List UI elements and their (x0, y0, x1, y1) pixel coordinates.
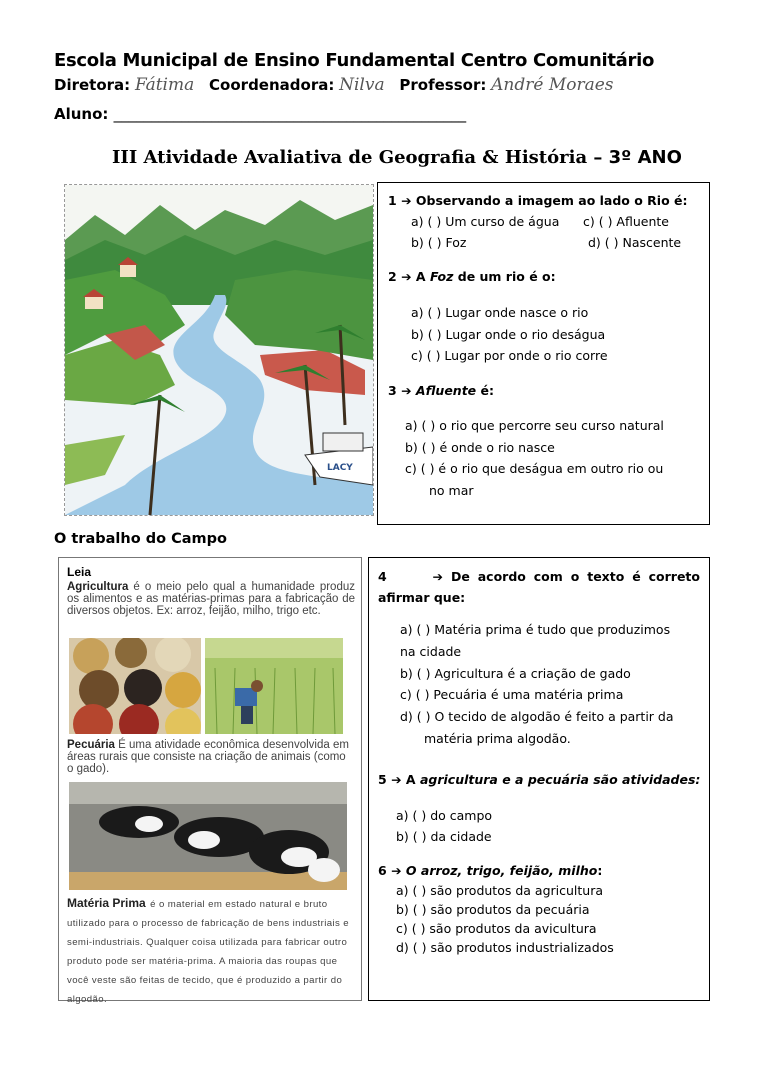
q3-number: 3 (388, 383, 397, 398)
q3-text-em: Afluente (415, 383, 477, 398)
arrow-icon: ➔ (401, 383, 412, 398)
q4-option-c[interactable]: c) ( ) Pecuária é uma matéria prima (400, 687, 624, 702)
q4-option-a-cont: na cidade (400, 644, 462, 659)
title-text: III Atividade Avaliativa de Geografia & História – (112, 147, 603, 168)
q3-option-a[interactable]: a) ( ) o rio que percorre seu curso natural (405, 418, 664, 433)
agricultura-text: é o meio pelo qual a humanidade produz os alimentos e as matérias-primas para a fabricação de diversos objetos. Ex: arroz, feijão, milho, trigo etc. (67, 581, 355, 617)
q6-text-em: O arroz, trigo, feijão, milho (405, 863, 598, 878)
q6-option-b[interactable]: b) ( ) são produtos da pecuária (396, 902, 590, 917)
questions-box-1 (377, 182, 710, 525)
q3-text-post: é: (480, 383, 494, 398)
boat-label: LACY (327, 463, 353, 473)
q1-option-b[interactable]: b) ( ) Foz (411, 235, 467, 250)
q5-number: 5 (378, 772, 387, 787)
pecuaria-term: Pecuária (67, 739, 115, 751)
agricultura-term: Agricultura (67, 581, 129, 593)
professor-name: André Moraes (491, 75, 614, 95)
q2-number: 2 (388, 269, 397, 284)
q3-heading (388, 383, 494, 398)
materia-prima-paragraph (67, 894, 357, 1008)
q4-heading (378, 566, 700, 608)
leia-label: Leia (67, 565, 92, 579)
q4-option-a[interactable]: a) ( ) Matéria prima é tudo que produzimos (400, 622, 671, 637)
cattle-photo (69, 782, 347, 890)
q2-option-a[interactable]: a) ( ) Lugar onde nasce o rio (411, 305, 589, 320)
section-title: O trabalho do Campo (54, 531, 227, 547)
q3-option-c-cont: no mar (429, 483, 474, 498)
q1-option-c[interactable]: c) ( ) Afluente (583, 214, 669, 229)
coordenadora-label: Coordenadora: (209, 76, 335, 94)
q6-text-post: : (597, 863, 603, 878)
river-illustration (64, 184, 374, 516)
pecuaria-paragraph (67, 739, 355, 775)
q5-heading (378, 772, 700, 787)
pecuaria-text: É uma atividade econômica desenvolvida em áreas rurais que consiste na criação de animais (como o gado). (67, 739, 349, 775)
q4-option-b[interactable]: b) ( ) Agricultura é a criação de gado (400, 666, 631, 681)
professor-label: Professor: (399, 76, 487, 94)
title-grade: 3º ANO (608, 147, 682, 168)
aluno-field[interactable] (54, 105, 466, 123)
arrow-icon: ➔ (401, 193, 412, 208)
rice-field-photo (205, 638, 343, 734)
agricultura-paragraph (67, 581, 355, 617)
q6-option-c[interactable]: c) ( ) são produtos da avicultura (396, 921, 597, 936)
diretora-name: Fátima (134, 75, 195, 95)
arrow-icon: ➔ (432, 569, 444, 584)
q4-number: 4 (378, 569, 387, 584)
q4-option-d[interactable]: d) ( ) O tecido de algodão é feito a partir da (400, 709, 674, 724)
q2-text-post: de um rio é o: (457, 269, 556, 284)
materia-text: é o material em estado natural e bruto utilizado para o processo de fabricação de bens industriais e semi-industriais. Qualquer coisa utilizada para fabricar outro produto pode ser matéria-prima. A maioria das roupas que você veste são feitas de tecido, que é produzido a partir do algodão. (67, 899, 349, 1005)
materia-term: Matéria Prima (67, 896, 146, 910)
q1-number: 1 (388, 193, 397, 208)
staff-line (54, 75, 624, 95)
q2-heading (388, 269, 556, 284)
q6-heading (378, 863, 602, 878)
diretora-label: Diretora: (54, 76, 131, 94)
q2-text-pre: A (415, 269, 426, 284)
reading-box (58, 557, 362, 1005)
q2-option-c[interactable]: c) ( ) Lugar por onde o rio corre (411, 348, 608, 363)
q2-text-em: Foz (429, 269, 454, 284)
q5-option-a[interactable]: a) ( ) do campo (396, 808, 493, 823)
grains-photo (69, 638, 201, 734)
aluno-label: Aluno: (54, 105, 109, 123)
school-name: Escola Municipal de Ensino Fundamental Centro Comunitário (54, 50, 655, 71)
q4-option-d-cont: matéria prima algodão. (424, 731, 571, 746)
q6-number: 6 (378, 863, 387, 878)
arrow-icon: ➔ (391, 863, 402, 878)
questions-box-2 (368, 557, 710, 1001)
page-title (112, 147, 682, 168)
q3-option-b[interactable]: b) ( ) é onde o rio nasce (405, 440, 555, 455)
arrow-icon: ➔ (401, 269, 412, 284)
q1-option-a[interactable]: a) ( ) Um curso de água (411, 214, 560, 229)
arrow-icon: ➔ (391, 772, 402, 787)
q3-option-c[interactable]: c) ( ) é o rio que deságua em outro rio ou (405, 461, 664, 476)
q5-option-b[interactable]: b) ( ) da cidade (396, 829, 492, 844)
q1-text: Observando a imagem ao lado o Rio é: (415, 193, 688, 208)
aluno-line: _______________________________________________ (113, 105, 467, 123)
q4-text: De acordo com o texto é correto afirmar que: (378, 569, 700, 605)
q5-text-pre: A (405, 772, 416, 787)
q5-text-em: agricultura e a pecuária são atividades: (419, 772, 701, 787)
q1-heading (388, 193, 688, 208)
coordenadora-name: Nilva (339, 75, 385, 95)
q1-option-d[interactable]: d) ( ) Nascente (588, 235, 682, 250)
river-drawing (65, 185, 373, 515)
q6-option-a[interactable]: a) ( ) são produtos da agricultura (396, 883, 604, 898)
q6-option-d[interactable]: d) ( ) são produtos industrializados (396, 940, 614, 955)
q2-option-b[interactable]: b) ( ) Lugar onde o rio deságua (411, 327, 606, 342)
